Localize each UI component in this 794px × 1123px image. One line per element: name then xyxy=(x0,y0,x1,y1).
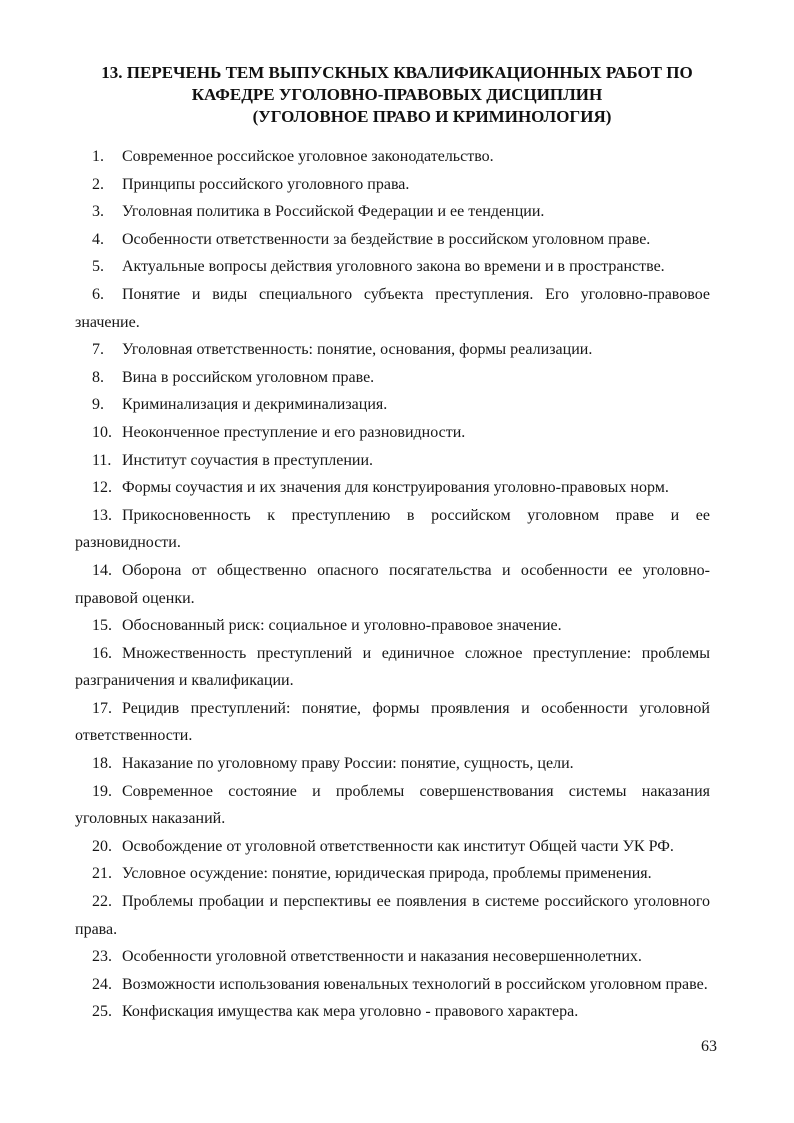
list-item xyxy=(75,833,710,861)
list-item xyxy=(75,198,710,226)
list-item-number: 8. xyxy=(92,368,104,386)
list-item-number: 2. xyxy=(92,175,104,193)
list-item-text: Криминализация и декриминализация. xyxy=(122,396,388,414)
list-item-number: 20. xyxy=(92,837,112,855)
title-line-1: 13. ПЕРЕЧЕНЬ ТЕМ ВЫПУСКНЫХ КВАЛИФИКАЦИОННЫХ РАБОТ ПО xyxy=(101,63,693,82)
list-item-number: 19. xyxy=(92,782,112,800)
list-item-number: 9. xyxy=(92,396,104,414)
list-item-number: 14. xyxy=(92,561,112,579)
list-item-text: Особенности уголовной ответственности и наказания несовершеннолетних. xyxy=(122,948,642,966)
title-line-2: КАФЕДРЕ УГОЛОВНО-ПРАВОВЫХ ДИСЦИПЛИН xyxy=(191,85,603,104)
list-item xyxy=(75,612,710,640)
list-item-number: 21. xyxy=(92,865,112,883)
list-item-text: Институт соучастия в преступлении. xyxy=(122,451,374,469)
list-item-number: 12. xyxy=(92,479,112,497)
list-item-number: 24. xyxy=(92,975,112,993)
list-item-text: Понятие и виды специального субъекта преступления. Его уголовно-правовое значение. xyxy=(75,285,710,331)
list-item-text: Уголовная ответственность: понятие, основания, формы реализации. xyxy=(122,341,593,359)
list-item xyxy=(75,281,710,336)
list-item-text: Формы соучастия и их значения для конструирования уголовно-правовых норм. xyxy=(122,479,669,497)
page-number: 63 xyxy=(701,1038,717,1055)
list-item-text: Проблемы пробации и перспективы ее появления в системе российского уголовного права. xyxy=(75,893,710,938)
list-item xyxy=(75,336,710,364)
list-item-text: Современное российское уголовное законодательство. xyxy=(122,148,494,165)
list-item-text: Прикосновенность к преступлению в российском уголовном праве и ее разновидности. xyxy=(75,506,710,552)
list-item-text: Уголовная политика в Российской Федерации и ее тенденции. xyxy=(122,203,545,221)
list-item-number: 17. xyxy=(92,699,112,717)
list-item-text: Возможности использования ювенальных технологий в российском уголовном праве. xyxy=(122,975,708,993)
list-item-number: 11. xyxy=(92,451,112,469)
list-item xyxy=(75,640,710,695)
list-item-text: Оборона от общественно опасного посягательства и особенности ее уголовно-правовой оценки. xyxy=(75,561,710,607)
list-item-number: 18. xyxy=(92,755,112,773)
list-item-text: Современное состояние и проблемы совершенствования системы наказания уголовных наказаний. xyxy=(75,782,710,828)
list-item xyxy=(75,364,710,392)
list-item xyxy=(75,557,710,612)
list-item-text: Принципы российского уголовного права. xyxy=(122,175,410,193)
list-item-number: 25. xyxy=(92,1003,112,1021)
list-item xyxy=(75,391,710,419)
list-item-number: 22. xyxy=(92,893,112,911)
list-item xyxy=(75,447,710,475)
list-item-text: Освобождение от уголовной ответственности как институт Общей части УК РФ. xyxy=(122,837,674,855)
list-item-text: Актуальные вопросы действия уголовного закона во времени и в пространстве. xyxy=(122,258,665,276)
list-item xyxy=(75,226,710,254)
list-item-number: 15. xyxy=(92,617,112,635)
list-item-text: Наказание по уголовному праву России: понятие, сущность, цели. xyxy=(122,755,574,773)
list-item-number: 5. xyxy=(92,258,104,276)
list-item xyxy=(75,253,710,281)
list-item xyxy=(75,750,710,778)
list-item-text: Обоснованный риск: социальное и уголовно-правовое значение. xyxy=(122,617,562,635)
list-item-text: Множественность преступлений и единичное сложное преступление: проблемы разграничения и квалификации. xyxy=(75,644,710,690)
list-item-text: Рецидив преступлений: понятие, формы проявления и особенности уголовной ответственности. xyxy=(75,699,710,745)
list-item xyxy=(75,860,710,888)
list-item xyxy=(75,778,710,833)
document-title xyxy=(80,62,714,128)
list-item xyxy=(75,971,710,999)
list-item xyxy=(75,143,710,171)
list-item xyxy=(75,943,710,971)
list-item xyxy=(75,474,710,502)
list-item xyxy=(75,695,710,750)
list-item-text: Неоконченное преступление и его разновидности. xyxy=(122,423,466,441)
list-item-text: Условное осуждение: понятие, юридическая природа, проблемы применения. xyxy=(122,865,652,883)
list-item-text: Вина в российском уголовном праве. xyxy=(122,368,375,386)
list-item xyxy=(75,998,710,1026)
list-item-number: 10. xyxy=(92,423,112,441)
list-item-number: 7. xyxy=(92,341,104,359)
list-item xyxy=(75,502,710,557)
list-item xyxy=(75,888,710,943)
list-item-text: Конфискация имущества как мера уголовно - правового характера. xyxy=(122,1003,579,1021)
list-item-number: 23. xyxy=(92,948,112,966)
topics-list xyxy=(75,143,710,1026)
list-item-number: 4. xyxy=(92,230,104,248)
list-item-number: 1. xyxy=(92,148,104,165)
list-item-text: Особенности ответственности за бездействие в российском уголовном праве. xyxy=(122,230,651,248)
title-line-3: (УГОЛОВНОЕ ПРАВО И КРИМИНОЛОГИЯ) xyxy=(252,107,612,126)
list-item xyxy=(75,171,710,199)
list-item-number: 6. xyxy=(92,285,104,303)
list-item xyxy=(75,419,710,447)
list-item-number: 13. xyxy=(92,506,112,524)
list-item-number: 3. xyxy=(92,203,104,221)
list-item-number: 16. xyxy=(92,644,112,662)
